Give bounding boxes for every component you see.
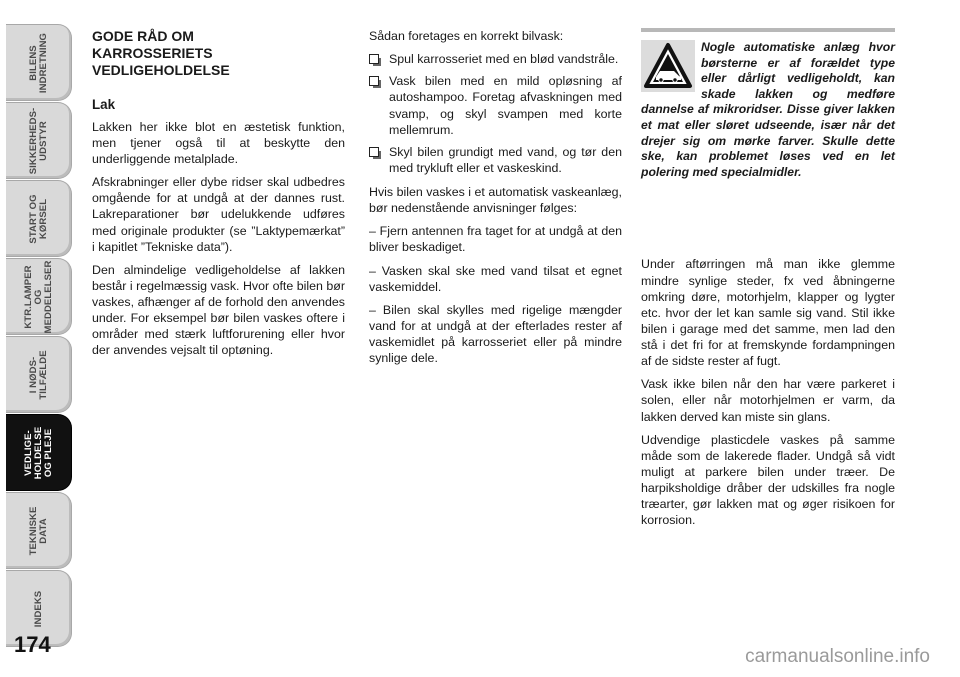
tab-label: KTR.LAMPER OG MEDDELELSER <box>22 260 54 333</box>
paragraph: Hvis bilen vaskes i et automatisk vaskeanlæg, bør nedenstående anvisninger følges: <box>369 185 622 216</box>
tab-bilens-indretning[interactable] <box>6 24 72 101</box>
tab-label: START OG KØRSEL <box>27 193 49 244</box>
checkbox-bullet-icon <box>369 54 379 64</box>
warning-triangle-car-icon <box>641 40 695 92</box>
paragraph: Den almindelige vedligeholdelse af lakken består i regelmæssig vask. Hvor ofte bilen bør vaskes, afhænger af de forhold den anvendes under. For eksempel bør bilen vaskes oftere i områder med stærk luftforurening eller hvor der anvendes vejsalt til optøning. <box>92 262 345 358</box>
tab-kontrollamper[interactable] <box>6 258 72 335</box>
subheading-lak: Lak <box>92 97 116 113</box>
tab-label: TEKNISKE DATA <box>27 506 49 555</box>
tab-label: SIKKERHEDS- UDSTYR <box>27 107 49 174</box>
section-heading: GODE RÅD OM KARROSSERIETS VEDLIGEHOLDELSE <box>92 28 230 78</box>
column-washing <box>369 28 622 373</box>
paragraph: – Bilen skal skylles med rigelige mængder vand for at undgå at der efterlades rester af vaskemidlet på karrosseriet eller på mindre synlige dele. <box>369 302 622 366</box>
warning-text: Nogle automatiske anlæg hvor børsterne er af forældet type eller dårligt vedligeholdt, kan skade lakken og medføre dannelse af mikroridser. Disse giver lakken et mat eller sløret udseende, især når det drejer sig om mørke farver. Skulle dette ske, kan problemet løses ved en let polering med specialmidler. <box>641 40 895 179</box>
list-item: Vask bilen med en mild opløsning af autoshampoo. Foretag afvaskningen med svamp, og skyl svampen med korte mellemrum. <box>369 73 622 138</box>
page-number: 174 <box>14 632 51 657</box>
drying-advice <box>641 256 895 528</box>
paragraph-intro: Sådan foretages en korrekt bilvask: <box>369 29 564 43</box>
warning-box <box>641 28 895 180</box>
paragraph: Lakken her ikke blot en æstetisk funktion, men tjener også til at beskytte den underliggende metalplade. <box>92 119 345 167</box>
paragraph: Afskrabninger eller dybe ridser skal udbedres omgående for at undgå at der dannes rust. Lakreparationer bør udelukkende udføres med originale produkter (se ”Laktypemærkat” i kapitlet ”Tekniske data”). <box>92 175 345 254</box>
tab-vedligeholdelse[interactable] <box>6 414 72 491</box>
paragraph: – Fjern antennen fra taget for at undgå at den bliver beskadiget. <box>369 224 622 255</box>
tab-sikkerhedsudstyr[interactable] <box>6 102 72 179</box>
checkbox-bullet-icon <box>369 76 379 86</box>
paragraph: Under aftørringen må man ikke glemme mindre synlige steder, fx ved åbningerne omkring døre, motorhjelm, klapper og lygter etc. hvor der let kan samle sig vand. Stil ikke bilen i garage med det samme, men lad den stå i det fri for at fremskynde fordampningen af de sidste rester af fugt. <box>641 257 895 369</box>
column-warning-and-tips <box>641 28 895 535</box>
washing-steps-list <box>369 51 622 176</box>
tab-label: INDEKS <box>32 590 44 627</box>
column-care-advice <box>92 28 345 366</box>
watermark: carmanualsonline.info <box>745 646 930 667</box>
list-item: Spul karrosseriet med en blød vandstråle. <box>369 51 622 67</box>
chapter-tabs <box>6 24 72 648</box>
tab-tekniske-data[interactable] <box>6 492 72 569</box>
tab-start-og-korsel[interactable] <box>6 180 72 257</box>
tab-i-nodstilfaelde[interactable] <box>6 336 72 413</box>
paragraph: Udvendige plasticdele vaskes på samme måde som de lakerede flader. Undgå så vidt muligt at parkere bilen under træer. De harpiksholdige dråber der udskilles fra nogle træarter, gør lakken mat og øger risikoen for korrosion. <box>641 432 895 528</box>
tab-label: BILENS INDRETNING <box>27 32 49 93</box>
paragraph: – Vasken skal ske med vand tilsat et egnet vaskemiddel. <box>369 263 622 294</box>
checkbox-bullet-icon <box>369 147 379 157</box>
list-item: Skyl bilen grundigt med vand, og tør den med trykluft eller et vaskeskind. <box>369 144 622 176</box>
tab-label: VEDLIGE- HOLDELSE OG PLEJE <box>22 426 54 479</box>
paragraph: Vask ikke bilen når den har være parkeret i solen, eller når motorhjelmen er varm, da lakken derved kan miste sin glans. <box>641 377 895 424</box>
tab-label: I NØDS- TILFÆLDE <box>27 349 49 400</box>
